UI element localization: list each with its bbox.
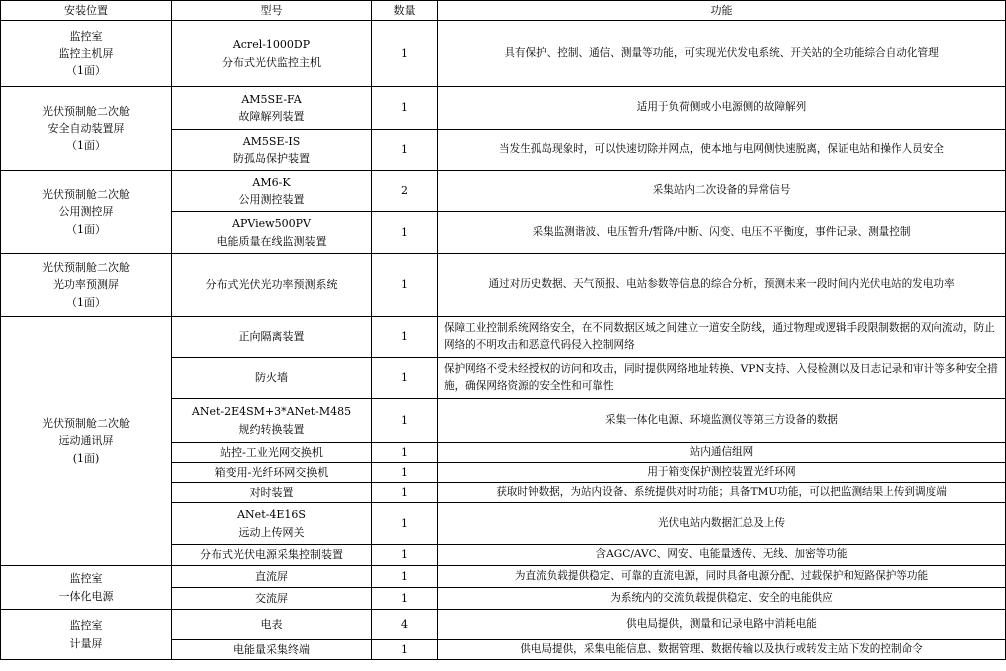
model-cell: AM5SE-FA 故障解列装置 xyxy=(172,87,372,130)
quantity-cell: 1 xyxy=(372,399,438,443)
quantity-cell: 1 xyxy=(372,503,438,545)
model-cell: ANet-4E16S 远动上传网关 xyxy=(172,503,372,545)
model-cell: 站控-工业光网交换机 xyxy=(172,443,372,463)
model-cell: 正向隔离装置 xyxy=(172,317,372,358)
model-cell: AM5SE-IS 防孤岛保护装置 xyxy=(172,130,372,171)
model-cell: Acrel-1000DP 分布式光伏监控主机 xyxy=(172,21,372,87)
install-location-cell: 光伏预制舱二次舱 光功率预测屏 （1面） xyxy=(1,254,172,317)
model-cell: 电能量采集终端 xyxy=(172,640,372,660)
header-function: 功能 xyxy=(438,1,1006,21)
quantity-cell: 1 xyxy=(372,588,438,610)
function-cell: 保障工业控制系统网络安全，在不同数据区域之间建立一道安全防线，通过物理或逻辑手段限制数据的双向流动，防止网络的不明攻击和恶意代码侵入控制网络 xyxy=(438,317,1006,358)
quantity-cell: 1 xyxy=(372,317,438,358)
function-cell: 采集站内二次设备的异常信号 xyxy=(438,171,1006,212)
table-row xyxy=(1,21,1006,87)
model-cell: 分布式光伏光功率预测系统 xyxy=(172,254,372,317)
install-location-cell: 光伏预制舱二次舱 公用测控屏 （1面） xyxy=(1,171,172,254)
table-row xyxy=(1,566,1006,588)
quantity-cell: 4 xyxy=(372,610,438,640)
function-cell: 供电局提供，采集电能信息、数据管理、数据传输以及执行或转发主站下发的控制命令 xyxy=(438,640,1006,660)
function-cell: 含AGC/AVC、网安、电能量透传、无线、加密等功能 xyxy=(438,545,1006,566)
model-cell: 防火墙 xyxy=(172,358,372,399)
quantity-cell: 1 xyxy=(372,212,438,254)
function-cell: 用于箱变保护测控装置光纤环网 xyxy=(438,463,1006,483)
header-location: 安装位置 xyxy=(1,1,172,21)
header-quantity: 数量 xyxy=(372,1,438,21)
quantity-cell: 1 xyxy=(372,640,438,660)
quantity-cell: 1 xyxy=(372,130,438,171)
header-model: 型号 xyxy=(172,1,372,21)
function-cell: 适用于负荷侧或小电源侧的故障解列 xyxy=(438,87,1006,130)
install-location-cell: 光伏预制舱二次舱 远动通讯屏 (1面) xyxy=(1,317,172,566)
function-cell: 站内通信组网 xyxy=(438,443,1006,463)
quantity-cell: 1 xyxy=(372,21,438,87)
model-cell: 分布式光伏电源采集控制装置 xyxy=(172,545,372,566)
table-row xyxy=(1,610,1006,640)
table-row xyxy=(1,254,1006,317)
quantity-cell: 1 xyxy=(372,463,438,483)
install-location-cell: 光伏预制舱二次舱 安全自动装置屏 （1面） xyxy=(1,87,172,171)
quantity-cell: 1 xyxy=(372,566,438,588)
function-cell: 获取时钟数据，为站内设备、系统提供对时功能；具备TMU功能，可以把监测结果上传到调度端 xyxy=(438,483,1006,503)
model-cell: APView500PV 电能质量在线监测装置 xyxy=(172,212,372,254)
table-row xyxy=(1,171,1006,212)
quantity-cell: 1 xyxy=(372,545,438,566)
function-cell: 采集监测谐波、电压暂升/暂降/中断、闪变、电压不平衡度，事件记录、测量控制 xyxy=(438,212,1006,254)
model-cell: ANet-2E4SM+3*ANet-M485 规约转换装置 xyxy=(172,399,372,443)
quantity-cell: 2 xyxy=(372,171,438,212)
header-row xyxy=(1,1,1006,21)
install-location-cell: 监控室 监控主机屏 （1面） xyxy=(1,21,172,87)
install-location-cell: 监控室 计量屏 xyxy=(1,610,172,660)
function-cell: 采集一体化电源、环境监测仪等第三方设备的数据 xyxy=(438,399,1006,443)
model-cell: 对时装置 xyxy=(172,483,372,503)
table-row xyxy=(1,317,1006,358)
install-location-cell: 监控室 一体化电源 xyxy=(1,566,172,610)
function-cell: 当发生孤岛现象时，可以快速切除并网点，使本地与电网侧快速脱离，保证电站和操作人员安全 xyxy=(438,130,1006,171)
model-cell: 直流屏 xyxy=(172,566,372,588)
quantity-cell: 1 xyxy=(372,443,438,463)
function-cell: 为系统内的交流负载提供稳定、安全的电能供应 xyxy=(438,588,1006,610)
function-cell: 具有保护、控制、通信、测量等功能，可实现光伏发电系统、开关站的全功能综合自动化管理 xyxy=(438,21,1006,87)
table-row xyxy=(1,87,1006,130)
function-cell: 通过对历史数据、天气预报、电站参数等信息的综合分析，预测未来一段时间内光伏电站的发电功率 xyxy=(438,254,1006,317)
function-cell: 光伏电站内数据汇总及上传 xyxy=(438,503,1006,545)
function-cell: 为直流负载提供稳定、可靠的直流电源，同时具备电源分配、过载保护和短路保护等功能 xyxy=(438,566,1006,588)
function-cell: 供电局提供，测量和记录电路中消耗电能 xyxy=(438,610,1006,640)
function-cell: 保护网络不受未经授权的访问和攻击，同时提供网络地址转换、VPN支持、入侵检测以及日志记录和审计等多种安全措施，确保网络资源的安全性和可靠性 xyxy=(438,358,1006,399)
quantity-cell: 1 xyxy=(372,483,438,503)
model-cell: AM6-K 公用测控装置 xyxy=(172,171,372,212)
quantity-cell: 1 xyxy=(372,87,438,130)
model-cell: 电表 xyxy=(172,610,372,640)
model-cell: 交流屏 xyxy=(172,588,372,610)
quantity-cell: 1 xyxy=(372,254,438,317)
quantity-cell: 1 xyxy=(372,358,438,399)
model-cell: 箱变用-光纤环网交换机 xyxy=(172,463,372,483)
